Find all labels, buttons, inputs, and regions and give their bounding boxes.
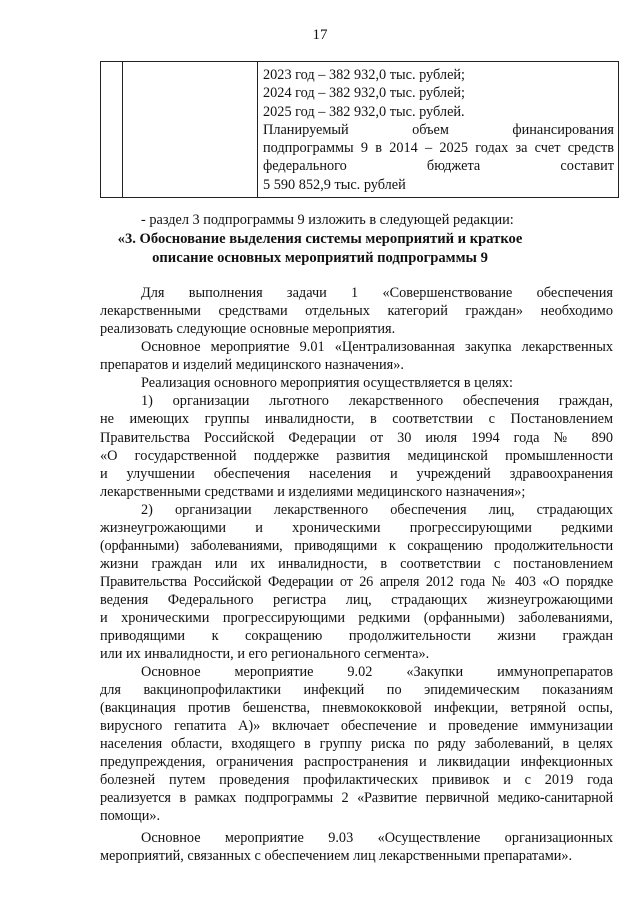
body-line: вирусного гепатита А)» включает обеспечение и проведение иммунизации: [100, 718, 613, 734]
financing-line: 5 590 852,9 тыс. рублей: [263, 176, 406, 193]
financing-line: 2023 год – 382 932,0 тыс. рублей;: [263, 67, 466, 83]
body-line: препаратов и изделий медицинского назначения».: [100, 357, 404, 373]
page-number: 17: [312, 27, 328, 43]
body-line: или их инвалидности, и его регионального сегмента».: [100, 646, 430, 662]
body-line: (вакцинация против бешенства, пневмококковой инфекции, ветряной оспы,: [100, 700, 613, 716]
body-line: лекарственными средствами и изделиями медицинского назначения»;: [100, 484, 526, 500]
table-cell-financing: [258, 62, 619, 198]
body-line: и хроническими прогрессирующими редкими (орфанными) заболеваниями,: [100, 610, 613, 626]
financing-line: Планируемый объем финансирования: [263, 121, 614, 138]
body-line: 1) организации льготного лекарственного обеспечения граждан,: [141, 393, 613, 409]
body-line: жизни граждан или их инвалидности, в соответствии с постановлением: [100, 556, 613, 572]
body-line: ведения Федерального регистра лиц, страдающих жизнеугрожающими: [100, 592, 613, 608]
body-line: приводящими к сокращению продолжительности жизни граждан: [100, 628, 613, 644]
body-line: Основное мероприятие 9.03 «Осуществление организационных: [141, 830, 613, 846]
financing-line: 2024 год – 382 932,0 тыс. рублей;: [263, 85, 466, 102]
body-line: лекарственными средствами отдельных категорий граждан» необходимо: [100, 303, 613, 319]
section-heading-line: описание основных мероприятий подпрограммы 9: [152, 250, 488, 266]
body-line: предупреждения, ограничения распространения и ликвидации инфекционных: [100, 754, 613, 770]
table-cell-empty: [101, 62, 123, 198]
intro-text: - раздел 3 подпрограммы 9 изложить в следующей редакции:: [141, 212, 514, 228]
financing-line: подпрограммы 9 в 2014 – 2025 годах за счет средств: [263, 140, 614, 157]
body-line: Основное мероприятие 9.02 «Закупки иммунопрепаратов: [141, 664, 613, 680]
body-line: для вакцинопрофилактики инфекций по эпидемическим показаниям: [100, 682, 613, 698]
body-line: болезней путем проведения профилактических прививок и с 2019 года: [100, 772, 613, 788]
body-line: Правительства Российской Федерации от 30 июля 1994 года № 890: [100, 430, 613, 446]
body-line: помощи».: [100, 808, 161, 824]
body-line: 2) организации лекарственного обеспечения лиц, страдающих: [141, 502, 613, 518]
body-line: Для выполнения задачи 1 «Совершенствование обеспечения: [141, 285, 613, 301]
financing-line: федерального бюджета составит: [263, 158, 614, 175]
body-line: реализовать следующие основные мероприятия.: [100, 321, 396, 337]
body-line: реализуется в рамках подпрограммы 2 «Развитие первичной медико-санитарной: [100, 790, 613, 806]
body-line: Основное мероприятие 9.01 «Централизованная закупка лекарственных: [141, 339, 613, 355]
body-line: населения области, входящего в группу риска по ряду заболеваний, в целях: [100, 736, 613, 752]
body-line: не имеющих группы инвалидности, в соответствии с Постановлением: [100, 411, 613, 427]
section-heading-line: «3. Обоснование выделения системы мероприятий и краткое: [117, 231, 523, 247]
body-line: и улучшении обеспечения населения и учреждений здравоохранения: [100, 466, 613, 482]
table-cell-empty: [123, 62, 258, 198]
body-line: мероприятий, связанных с обеспечением лиц лекарственными препаратами».: [100, 848, 573, 864]
body-line: «О государственной поддержке развития медицинской промышленности: [100, 448, 613, 464]
financing-line: 2025 год – 382 932,0 тыс. рублей.: [263, 103, 465, 120]
body-line: Правительства Российской Федерации от 26 апреля 2012 года № 403 «О порядке: [100, 574, 613, 590]
body-line: жизнеугрожающими и хроническими прогрессирующими редкими: [100, 520, 613, 536]
body-line: Реализация основного мероприятия осуществляется в целях:: [141, 375, 513, 391]
financing-table: [100, 61, 619, 198]
body-line: (орфанными) заболеваниями, приводящими к сокращению продолжительности: [100, 538, 613, 554]
